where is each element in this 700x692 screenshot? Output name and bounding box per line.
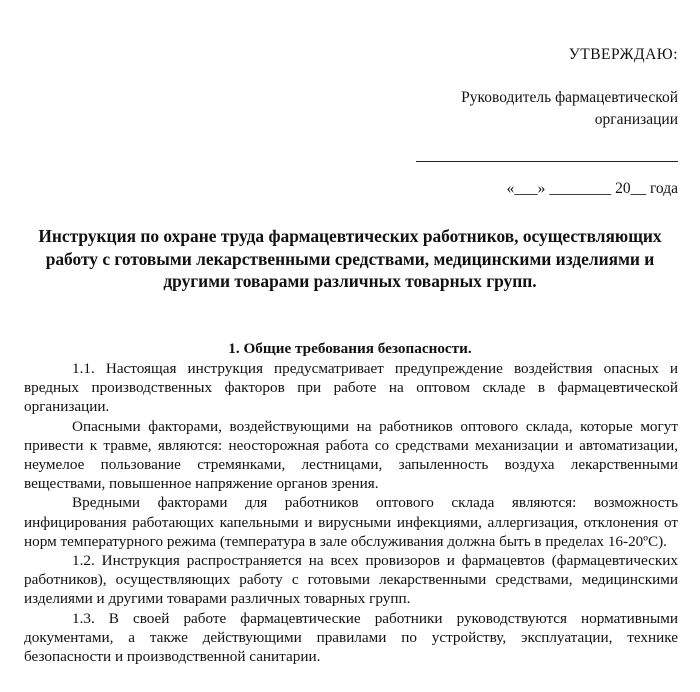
- signature-line: [416, 161, 678, 162]
- paragraph: 1.2. Инструкция распространяется на всех провизоров и фармацевтов (фармацевтических работников), осуществляющих работу с готовыми лекарственными средствами, медицинскими изделиями и другими товарами различных товарных групп.: [24, 552, 678, 608]
- approval-role-line2: организации: [594, 111, 678, 128]
- section-heading: 1. Общие требования безопасности.: [228, 340, 472, 357]
- approval-title: УТВЕРЖДАЮ:: [568, 46, 678, 63]
- approval-date-line: «___» ________ 20__ года: [506, 180, 678, 197]
- document-title: Инструкция по охране труда фармацевтических работников, осуществляющих работу с готовыми лекарственными средствами, медицинскими изделиями и другими товарами различных товарных групп.: [38, 226, 662, 291]
- approval-block: [461, 44, 678, 131]
- approval-role-line1: Руководитель фармацевтической: [461, 89, 678, 106]
- paragraph: Опасными факторами, воздействующими на работников оптового склада, которые могут привести к травме, являются: неосторожная работа со средствами механизации и автоматизации, неумелое пользование стремянками, лестницами, запыленность воздуха лекарственными веществами, повышенное напряжение органов зрения.: [24, 417, 678, 493]
- paragraph: 1.1. Настоящая инструкция предусматривает предупреждение воздействия опасных и вредных производственных факторов при работе на оптовом складе в фармацевтической организации.: [24, 360, 678, 416]
- paragraph: Вредными факторами для работников оптового склада являются: возможность инфицирования работающих капельными и вирусными инфекциями, аллергизация, отклонения от норм температурного режима (температура в зале обслуживания должна быть в пределах 16-20ºС).: [24, 494, 678, 550]
- section-body: [24, 359, 678, 666]
- paragraph: 1.3. В своей работе фармацевтические работники руководствуются нормативными документами, а также действующими правилами по устройству, эксплуатации, технике безопасности и производственной санитарии.: [24, 609, 678, 666]
